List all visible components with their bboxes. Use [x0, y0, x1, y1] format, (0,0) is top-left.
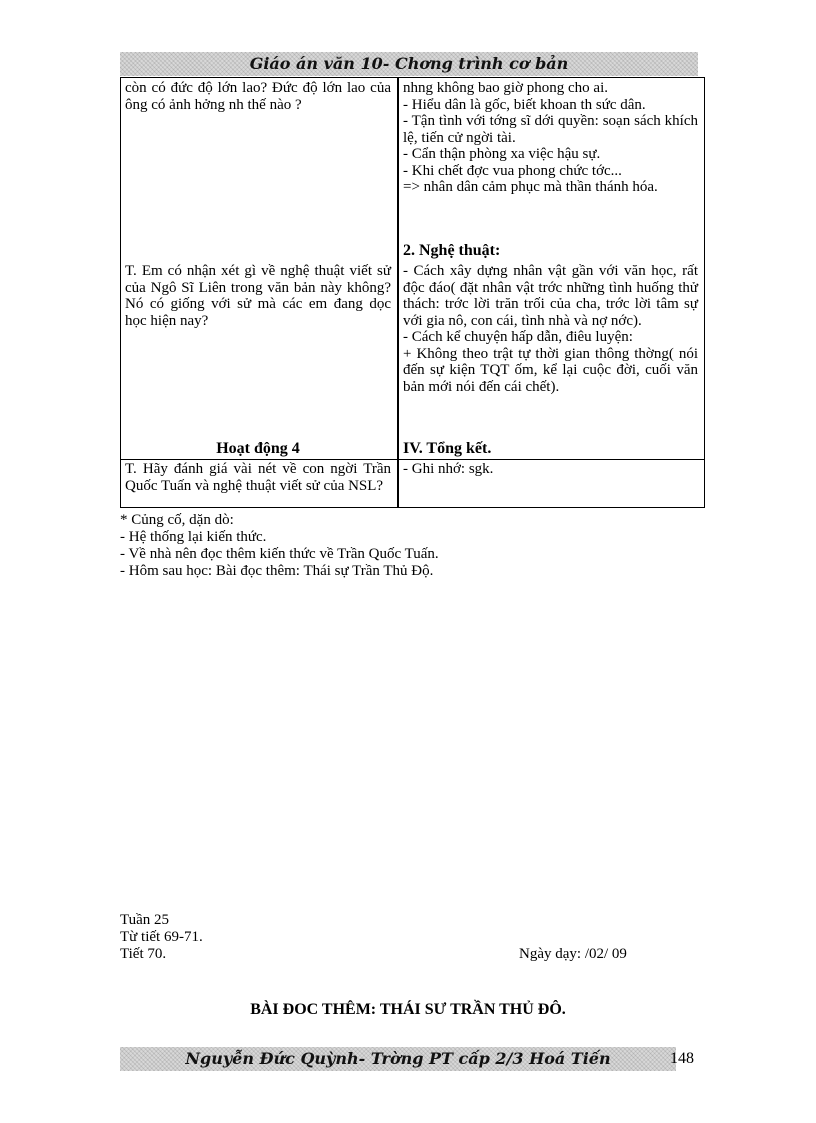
- content-line: - Cách xây dựng nhân vật gần với văn học, rất độc đáo( đặt nhân vật trớc những tình huống thử thách: trớc lời trăn trối của cha, trớc lời tâm sự với gia nô, con cái, tình nhà và nợ nớc).: [403, 263, 698, 329]
- note-line: - Về nhà nên đọc thêm kiến thức về Trần Quốc Tuấn.: [120, 546, 439, 562]
- footer-text: Nguyễn Đức Quỳnh- Trờng PT cấp 2/3 Hoá Tiến: [185, 1049, 611, 1068]
- footer-band: [120, 1047, 676, 1071]
- periods-label: Từ tiết 69-71.: [120, 929, 203, 945]
- content-line: - Cẩn thận phòng xa việc hậu sự.: [403, 146, 601, 162]
- content-line: => nhân dân cảm phục mà thần thánh hóa.: [403, 179, 658, 195]
- page-number: 148: [670, 1050, 694, 1067]
- period-label: Tiết 70.: [120, 946, 167, 962]
- activity-heading: Hoạt động 4: [216, 440, 300, 457]
- summary-heading: IV. Tổng kết.: [403, 440, 492, 457]
- lesson-table: [120, 77, 705, 508]
- content-line: nhng không bao giờ phong cho ai.: [403, 80, 608, 96]
- content-line: - Khi chết đợc vua phong chức tớc...: [403, 162, 622, 179]
- note-line: - Hệ thống lại kiến thức.: [120, 529, 267, 545]
- note-line: * Củng cố, dặn dò:: [120, 512, 234, 528]
- content-block-1: [403, 80, 698, 196]
- row-divider-left: [121, 459, 397, 460]
- content-line: - Cách kể chuyện hấp dẫn, điêu luyện:: [403, 329, 633, 345]
- question-evaluate: T. Hãy đánh giá vài nét về con ngời Trần Quốc Tuấn và nghệ thuật viết sử của NSL?: [125, 461, 391, 494]
- content-column: [399, 78, 704, 507]
- question-art: T. Em có nhận xét gì về nghệ thuật viết sử của Ngô Sĩ Liên trong văn bản này không? Nó có giống với sử mà các em đang dọc học hiện nay?: [125, 263, 391, 329]
- art-heading: 2. Nghệ thuật:: [403, 242, 501, 259]
- consolidation-notes: [120, 512, 439, 580]
- teacher-column: [121, 78, 399, 507]
- week-label: Tuần 25: [120, 912, 170, 928]
- row-divider-right: [399, 459, 704, 460]
- header-band: [120, 52, 698, 76]
- note-line: - Hôm sau học: Bài đọc thêm: Thái sự Trần Thủ Độ.: [120, 563, 434, 579]
- header-title: Giáo án văn 10- Chơng trình cơ bản: [249, 54, 569, 73]
- teaching-date: Ngày dạy: /02/ 09: [519, 946, 627, 962]
- content-block-2: [403, 263, 698, 395]
- question-greatness: còn có đức độ lớn lao? Đức độ lớn lao của ông có ảnh hởng nh thế nào ?: [125, 80, 391, 113]
- content-line: - Hiểu dân là gốc, biết khoan th sức dân.: [403, 96, 646, 113]
- lesson-title: BÀI ĐOC THÊM: THÁI SƯ TRẦN THỦ ĐÔ.: [250, 1001, 566, 1018]
- content-line: + Không theo trật tự thời gian thông thờng( nói đến sự kiện TQT ốm, kể lại cuộc đời, cuối văn bản mới nói đến cái chết).: [403, 345, 698, 395]
- summary-line: - Ghi nhớ: sgk.: [403, 461, 494, 477]
- content-line: - Tận tình với tớng sĩ dới quyền: soạn sách khích lệ, tiến cử ngời tài.: [403, 113, 698, 146]
